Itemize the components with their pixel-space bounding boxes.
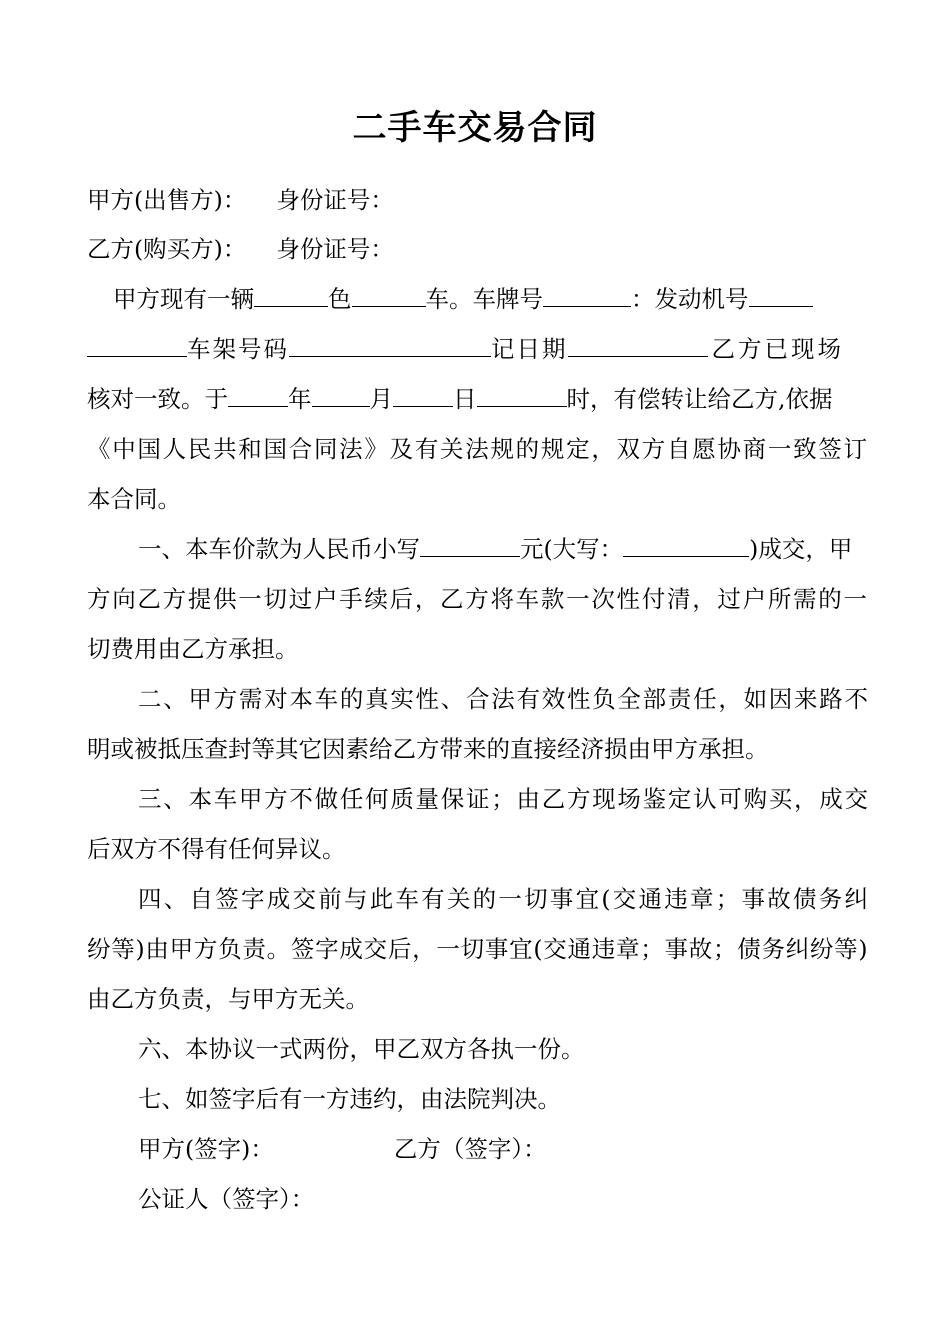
clause1-line-1 (138, 524, 868, 574)
color-blank (254, 284, 328, 307)
clause3-line-1: 三、本车甲方不做任何质量保证；由乙方现场鉴定认可购买，成交 (138, 785, 868, 813)
party-a-line (87, 175, 867, 225)
month-blank (312, 384, 370, 407)
party-a-label: 甲方(出售方)： (87, 186, 247, 214)
model-blank (352, 284, 426, 307)
party-a-signature-label: 甲方(签字)： (138, 1135, 274, 1163)
clause4-line-1: 四、自签字成交前与此车有关的一切事宜(交通违章；事故债务纠 (138, 885, 868, 913)
clause1-text: 一、本车价款为人民币小写 (138, 535, 420, 563)
clause4-line-2: 纷等)由甲方负责。签字成交后，一切事宜(交通违章；事故；债务纠纷等) (87, 935, 867, 963)
intro-text: 月 (369, 385, 393, 413)
party-b-label: 乙方(购买方)： (87, 235, 247, 263)
notary-signature-label: 公证人（签字）： (138, 1185, 315, 1213)
intro-text: 核对一致。于 (87, 385, 228, 413)
party-b-signature-label: 乙方（签字）： (393, 1135, 547, 1163)
clause2-line-1: 二、甲方需对本车的真实性、合法有效性负全部责任，如因来路不 (138, 685, 868, 713)
clause1-line-2: 方向乙方提供一切过户手续后，乙方将车款一次性付清，过户所需的一 (87, 585, 867, 613)
clause2-line-2: 明或被抵压查封等其它因素给乙方带来的直接经济损由甲方承担。 (87, 735, 769, 763)
intro-line-2 (87, 324, 867, 374)
intro-text: 车。车牌号 (425, 285, 543, 313)
intro-text: 日 (453, 385, 477, 413)
intro-text: ：发动机号 (631, 285, 749, 313)
clause1-text: 元(大写： (520, 535, 624, 563)
day-blank (393, 384, 453, 407)
plate-blank (543, 284, 631, 307)
clause1-text: )成交，甲 (749, 535, 853, 563)
intro-text: 时，有偿转让给乙方,依据 (566, 385, 833, 413)
frame-blank (289, 334, 491, 357)
signature-line (138, 1124, 868, 1174)
year-blank (228, 384, 288, 407)
intro-text: 甲方现有一辆 (113, 285, 254, 313)
intro-line-4: 《中国人民共和国合同法》及有关法规的规定，双方自愿协商一致签订 (87, 435, 867, 463)
price-blank (420, 534, 520, 557)
hour-blank (477, 384, 567, 407)
clause1-line-3: 切费用由乙方承担。 (87, 635, 299, 663)
clause3-line-2: 后双方不得有任何异议。 (87, 835, 346, 863)
engine-blank (749, 284, 813, 307)
party-a-id-label: 身份证号： (276, 186, 394, 214)
clause7: 七、如签字后有一方违约，由法院判决。 (138, 1085, 561, 1113)
intro-text: 色 (328, 285, 352, 313)
document-title: 二手车交易合同 (352, 108, 598, 148)
intro-line-3 (87, 374, 867, 424)
intro-line-5: 本合同。 (87, 485, 181, 513)
price-capital-blank (623, 534, 749, 557)
clause4-line-3: 由乙方负责，与甲方无关。 (87, 985, 369, 1013)
intro-text: 年 (288, 385, 312, 413)
intro-text: 车架号码 (187, 335, 289, 363)
intro-line-1 (113, 274, 867, 324)
date-blank (568, 334, 708, 357)
clause6: 六、本协议一式两份，甲乙双方各执一份。 (138, 1035, 585, 1063)
intro-text: 乙方已现场 (711, 335, 844, 363)
party-b-id-label: 身份证号： (276, 235, 394, 263)
engine-blank-cont (87, 334, 187, 357)
party-b-line (87, 224, 867, 274)
intro-text: 记日期 (491, 335, 568, 363)
